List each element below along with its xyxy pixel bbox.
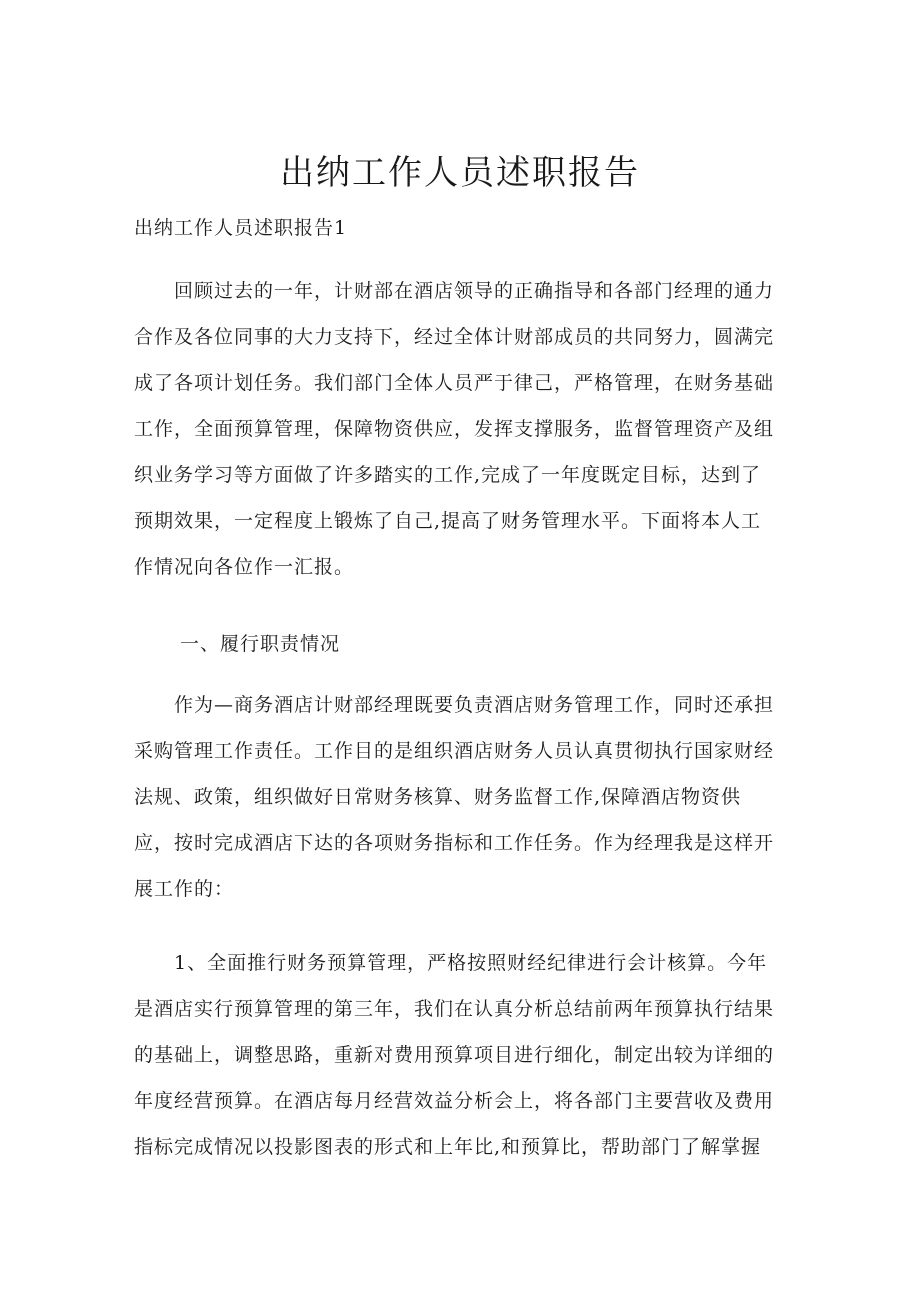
paragraph-line: 回顾过去的一年，计财部在酒店领导的正确指导和各部门经理的通力 bbox=[134, 280, 775, 302]
paragraph-line: 展工作的： bbox=[134, 878, 235, 900]
paragraph-line: 法规、政策，组织做好日常财务核算、财务监督工作,保障酒店物资供 bbox=[134, 786, 742, 808]
document-subtitle: 出纳工作人员述职报告1 bbox=[134, 217, 348, 239]
paragraph-duties bbox=[134, 682, 784, 912]
paragraph-review bbox=[134, 268, 784, 590]
paragraph-line: 年度经营预算。在酒店每月经营效益分析会上，将各部门主要营收及费用 bbox=[134, 1090, 775, 1112]
paragraph-line: 合作及各位同事的大力支持下，经过全体计财部成员的共同努力，圆满完 bbox=[134, 326, 775, 348]
paragraph-line: 成了各项计划任务。我们部门全体人员严于律己，严格管理，在财务基础 bbox=[134, 372, 775, 394]
paragraph-line: 的基础上，调整思路，重新对费用预算项目进行细化，制定出较为详细的 bbox=[134, 1044, 775, 1066]
paragraph-line: 织业务学习等方面做了许多踏实的工作,完成了一年度既定目标，达到了 bbox=[134, 464, 762, 486]
paragraph-line: 1、全面推行财务预算管理，严格按照财经纪律进行会计核算。今年 bbox=[134, 952, 768, 974]
paragraph-line: 采购管理工作责任。工作目的是组织酒店财务人员认真贯彻执行国家财经 bbox=[134, 740, 775, 762]
document-title: 出纳工作人员述职报告 bbox=[280, 153, 640, 193]
paragraph-line: 作为—商务酒店计财部经理既要负责酒店财务管理工作，同时还承担 bbox=[134, 694, 775, 716]
paragraph-line: 应，按时完成酒店下达的各项财务指标和工作任务。作为经理我是这样开 bbox=[134, 832, 775, 854]
paragraph-budget bbox=[134, 940, 784, 1170]
section-heading-duties: 一、履行职责情况 bbox=[180, 633, 341, 655]
paragraph-line: 工作，全面预算管理，保障物资供应，发挥支撑服务，监督管理资产及组 bbox=[134, 418, 775, 440]
paragraph-line: 作情况向各位作一汇报。 bbox=[134, 556, 355, 578]
paragraph-line: 指标完成情况以投影图表的形式和上年比,和预算比，帮助部门了解掌握 bbox=[134, 1136, 762, 1158]
paragraph-line: 预期效果，一定程度上锻炼了自己,提高了财务管理水平。下面将本人工 bbox=[134, 510, 762, 532]
paragraph-line: 是酒店实行预算管理的第三年，我们在认真分析总结前两年预算执行结果 bbox=[134, 998, 775, 1020]
